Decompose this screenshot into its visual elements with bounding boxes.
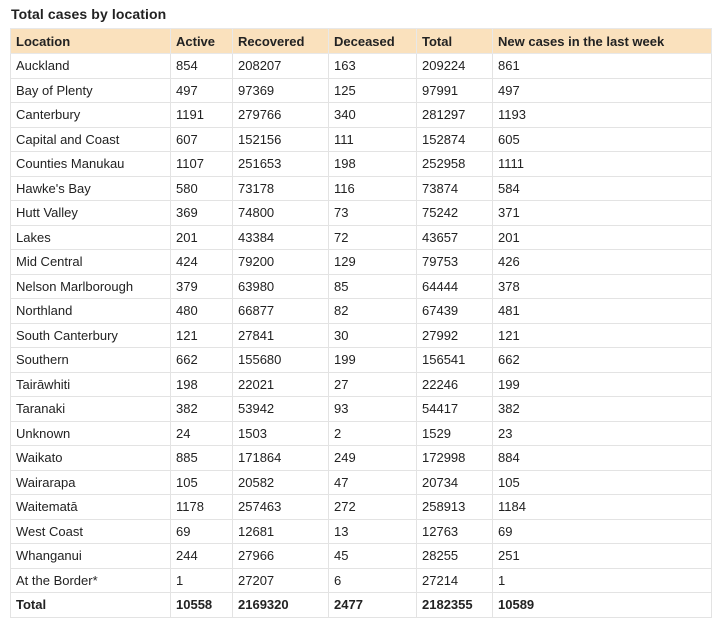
cell-active: 1191 — [171, 103, 233, 128]
cell-recovered: 74800 — [233, 201, 329, 226]
cell-new-cases: 378 — [493, 274, 712, 299]
total-cell-active: 10558 — [171, 593, 233, 618]
cell-active: 497 — [171, 78, 233, 103]
cell-total: 172998 — [417, 446, 493, 471]
cell-new-cases: 1184 — [493, 495, 712, 520]
cell-location: Wairarapa — [11, 470, 171, 495]
cell-new-cases: 201 — [493, 225, 712, 250]
table-row — [11, 274, 712, 299]
cell-deceased: 340 — [329, 103, 417, 128]
cell-deceased: 199 — [329, 348, 417, 373]
cell-total: 258913 — [417, 495, 493, 520]
table-row — [11, 201, 712, 226]
table-row — [11, 152, 712, 177]
cell-deceased: 116 — [329, 176, 417, 201]
cell-active: 121 — [171, 323, 233, 348]
cell-total: 209224 — [417, 54, 493, 79]
cell-new-cases: 371 — [493, 201, 712, 226]
cell-new-cases: 1 — [493, 568, 712, 593]
cell-total: 67439 — [417, 299, 493, 324]
total-cell-recovered: 2169320 — [233, 593, 329, 618]
cell-active: 379 — [171, 274, 233, 299]
cell-total: 73874 — [417, 176, 493, 201]
table-row — [11, 495, 712, 520]
cell-deceased: 2 — [329, 421, 417, 446]
cell-location: Northland — [11, 299, 171, 324]
cell-new-cases: 1193 — [493, 103, 712, 128]
cell-active: 854 — [171, 54, 233, 79]
cell-new-cases: 1111 — [493, 152, 712, 177]
cell-new-cases: 105 — [493, 470, 712, 495]
cell-active: 105 — [171, 470, 233, 495]
cell-recovered: 73178 — [233, 176, 329, 201]
table-row — [11, 78, 712, 103]
cell-recovered: 66877 — [233, 299, 329, 324]
cell-deceased: 129 — [329, 250, 417, 275]
cell-location: West Coast — [11, 519, 171, 544]
cell-active: 201 — [171, 225, 233, 250]
table-row — [11, 372, 712, 397]
cell-recovered: 27207 — [233, 568, 329, 593]
cell-new-cases: 251 — [493, 544, 712, 569]
cell-new-cases: 605 — [493, 127, 712, 152]
table-row — [11, 470, 712, 495]
cell-recovered: 43384 — [233, 225, 329, 250]
table-row — [11, 127, 712, 152]
cell-recovered: 208207 — [233, 54, 329, 79]
cell-active: 69 — [171, 519, 233, 544]
cell-deceased: 93 — [329, 397, 417, 422]
cell-total: 152874 — [417, 127, 493, 152]
cell-deceased: 13 — [329, 519, 417, 544]
table-row — [11, 397, 712, 422]
table-header-row — [11, 29, 712, 54]
cell-recovered: 1503 — [233, 421, 329, 446]
cell-recovered: 27841 — [233, 323, 329, 348]
total-cell-total: 2182355 — [417, 593, 493, 618]
cell-new-cases: 121 — [493, 323, 712, 348]
cell-new-cases: 861 — [493, 54, 712, 79]
cell-location: Bay of Plenty — [11, 78, 171, 103]
cell-location: Southern — [11, 348, 171, 373]
cell-total: 1529 — [417, 421, 493, 446]
cell-location: Canterbury — [11, 103, 171, 128]
cell-total: 27992 — [417, 323, 493, 348]
cell-total: 252958 — [417, 152, 493, 177]
cell-total: 75242 — [417, 201, 493, 226]
cell-recovered: 27966 — [233, 544, 329, 569]
total-cell-new-cases: 10589 — [493, 593, 712, 618]
cell-total: 79753 — [417, 250, 493, 275]
cell-location: Tairāwhiti — [11, 372, 171, 397]
cell-active: 424 — [171, 250, 233, 275]
cell-deceased: 272 — [329, 495, 417, 520]
cell-deceased: 125 — [329, 78, 417, 103]
cell-active: 369 — [171, 201, 233, 226]
cell-location: Mid Central — [11, 250, 171, 275]
cell-new-cases: 662 — [493, 348, 712, 373]
cell-active: 244 — [171, 544, 233, 569]
cell-total: 281297 — [417, 103, 493, 128]
table-row — [11, 421, 712, 446]
cell-active: 885 — [171, 446, 233, 471]
cell-recovered: 12681 — [233, 519, 329, 544]
table-row — [11, 519, 712, 544]
cell-active: 1107 — [171, 152, 233, 177]
table-row — [11, 544, 712, 569]
cell-recovered: 257463 — [233, 495, 329, 520]
cell-deceased: 45 — [329, 544, 417, 569]
cell-recovered: 152156 — [233, 127, 329, 152]
cell-new-cases: 426 — [493, 250, 712, 275]
table-row — [11, 176, 712, 201]
table-row — [11, 299, 712, 324]
cell-new-cases: 584 — [493, 176, 712, 201]
cell-new-cases: 497 — [493, 78, 712, 103]
cell-deceased: 30 — [329, 323, 417, 348]
cell-active: 480 — [171, 299, 233, 324]
cell-active: 580 — [171, 176, 233, 201]
cell-active: 382 — [171, 397, 233, 422]
column-header-location: Location — [11, 29, 171, 54]
cell-recovered: 63980 — [233, 274, 329, 299]
cell-location: Counties Manukau — [11, 152, 171, 177]
table-row — [11, 348, 712, 373]
column-header-new-cases: New cases in the last week — [493, 29, 712, 54]
cell-total: 64444 — [417, 274, 493, 299]
cell-deceased: 6 — [329, 568, 417, 593]
cell-total: 12763 — [417, 519, 493, 544]
cell-recovered: 22021 — [233, 372, 329, 397]
cell-new-cases: 382 — [493, 397, 712, 422]
cell-location: Lakes — [11, 225, 171, 250]
cell-location: Nelson Marlborough — [11, 274, 171, 299]
cell-location: Capital and Coast — [11, 127, 171, 152]
cell-total: 97991 — [417, 78, 493, 103]
cell-new-cases: 481 — [493, 299, 712, 324]
cell-location: Waitematā — [11, 495, 171, 520]
cell-location: Waikato — [11, 446, 171, 471]
cell-total: 22246 — [417, 372, 493, 397]
table-row — [11, 568, 712, 593]
column-header-total: Total — [417, 29, 493, 54]
cell-location: Whanganui — [11, 544, 171, 569]
table-row — [11, 446, 712, 471]
cell-active: 607 — [171, 127, 233, 152]
table-row — [11, 54, 712, 79]
cell-active: 662 — [171, 348, 233, 373]
cell-new-cases: 23 — [493, 421, 712, 446]
cell-deceased: 73 — [329, 201, 417, 226]
table-row — [11, 225, 712, 250]
cell-active: 198 — [171, 372, 233, 397]
cell-active: 1 — [171, 568, 233, 593]
cell-deceased: 47 — [329, 470, 417, 495]
cell-new-cases: 69 — [493, 519, 712, 544]
cell-total: 156541 — [417, 348, 493, 373]
cell-recovered: 171864 — [233, 446, 329, 471]
cell-recovered: 97369 — [233, 78, 329, 103]
table-row — [11, 323, 712, 348]
cell-location: Hawke's Bay — [11, 176, 171, 201]
column-header-deceased: Deceased — [329, 29, 417, 54]
column-header-recovered: Recovered — [233, 29, 329, 54]
cell-new-cases: 884 — [493, 446, 712, 471]
cell-deceased: 82 — [329, 299, 417, 324]
cell-deceased: 72 — [329, 225, 417, 250]
table-title: Total cases by location — [11, 6, 167, 22]
cell-active: 1178 — [171, 495, 233, 520]
cell-deceased: 198 — [329, 152, 417, 177]
cell-total: 43657 — [417, 225, 493, 250]
cell-recovered: 20582 — [233, 470, 329, 495]
column-header-active: Active — [171, 29, 233, 54]
cases-by-location-table — [10, 28, 712, 618]
cell-location: Hutt Valley — [11, 201, 171, 226]
cell-total: 20734 — [417, 470, 493, 495]
cell-deceased: 111 — [329, 127, 417, 152]
table-total-row — [11, 593, 712, 618]
cell-deceased: 85 — [329, 274, 417, 299]
table-body — [11, 54, 712, 618]
cell-deceased: 27 — [329, 372, 417, 397]
cell-new-cases: 199 — [493, 372, 712, 397]
cell-location: Taranaki — [11, 397, 171, 422]
cell-recovered: 53942 — [233, 397, 329, 422]
cell-total: 54417 — [417, 397, 493, 422]
total-cell-deceased: 2477 — [329, 593, 417, 618]
cell-total: 27214 — [417, 568, 493, 593]
cell-recovered: 79200 — [233, 250, 329, 275]
cell-location: Unknown — [11, 421, 171, 446]
cell-recovered: 279766 — [233, 103, 329, 128]
cell-recovered: 155680 — [233, 348, 329, 373]
cell-active: 24 — [171, 421, 233, 446]
cell-deceased: 163 — [329, 54, 417, 79]
cell-location: Auckland — [11, 54, 171, 79]
cell-total: 28255 — [417, 544, 493, 569]
cell-recovered: 251653 — [233, 152, 329, 177]
table-row — [11, 103, 712, 128]
cell-location: At the Border* — [11, 568, 171, 593]
cell-location: South Canterbury — [11, 323, 171, 348]
total-cell-location: Total — [11, 593, 171, 618]
table-row — [11, 250, 712, 275]
cell-deceased: 249 — [329, 446, 417, 471]
